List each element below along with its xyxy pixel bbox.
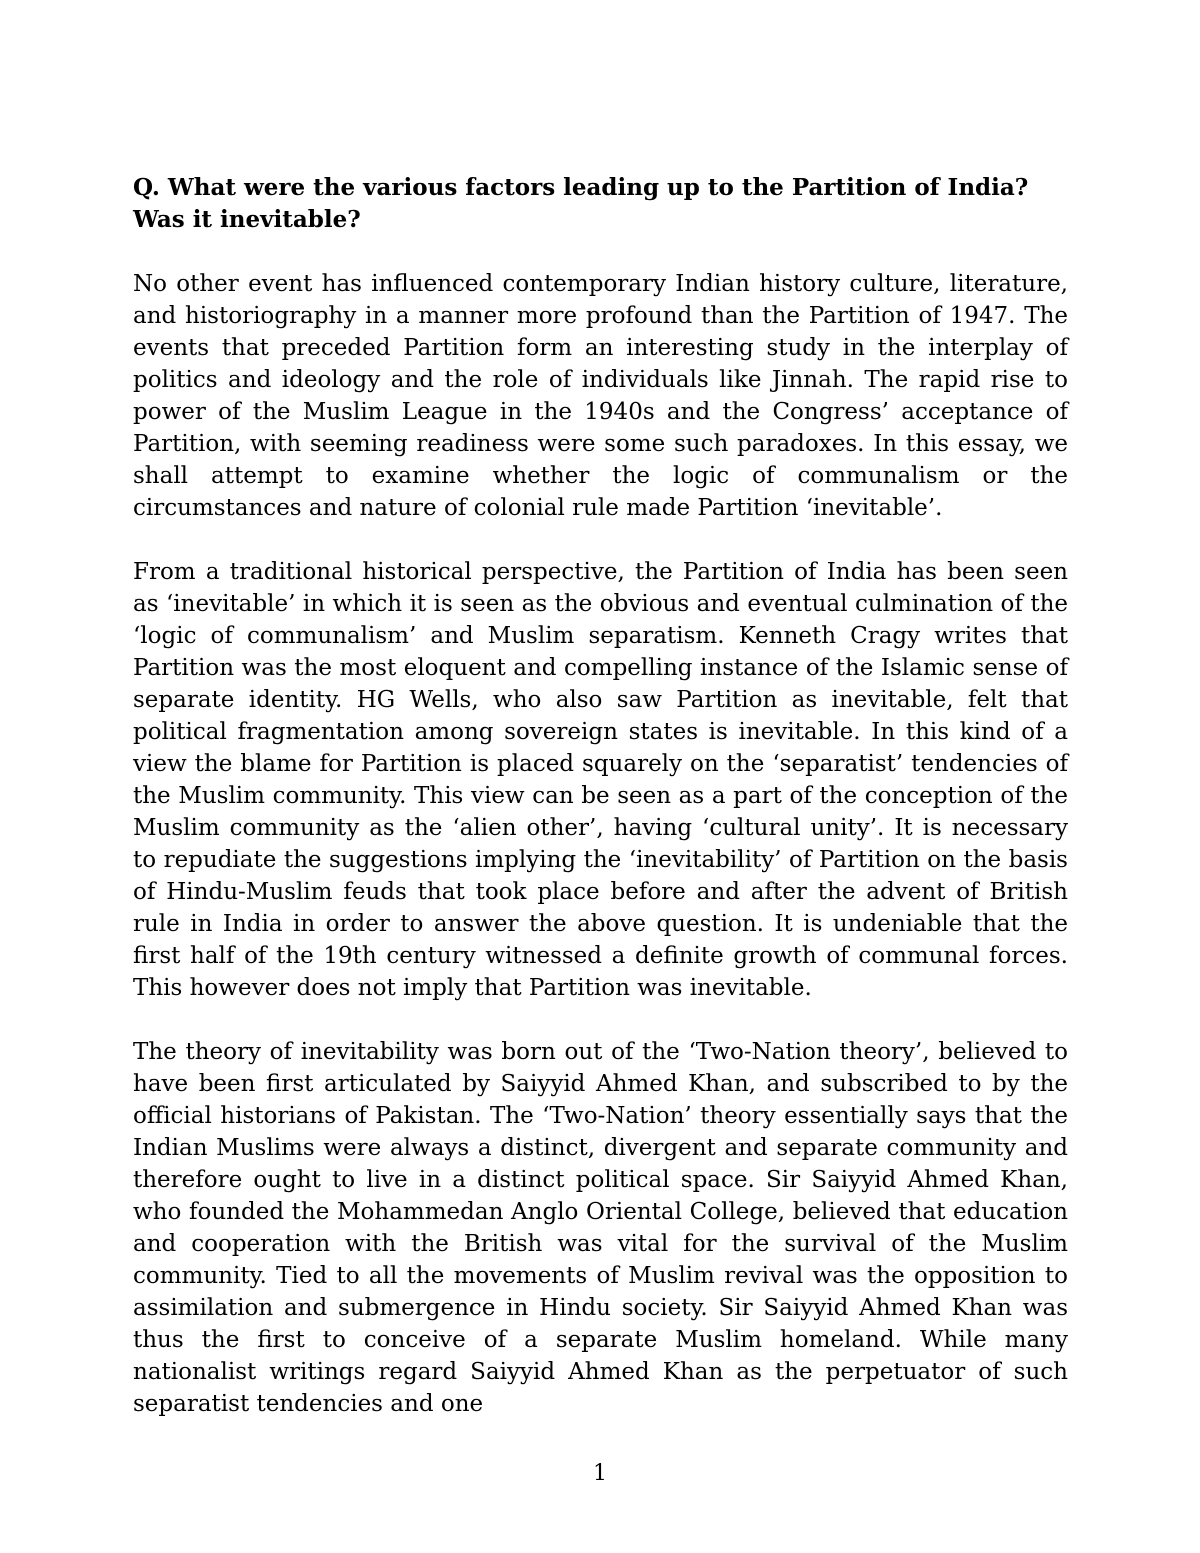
- page-content: [133, 172, 1068, 1452]
- paragraph-two-nation-theory: The theory of inevitability was born out of the ‘Two-Nation theory’, believed to have been first articulated by Saiyyid Ahmed Khan, and subscribed to by the official historians of Pakistan. The ‘Two-Nation’ theory essentially says that the Indian Muslims were always a distinct, divergent and separate community and therefore ought to live in a distinct political space. Sir Saiyyid Ahmed Khan, who founded the Mohammedan Anglo Oriental College, believed that education and cooperation with the British was vital for the survival of the Muslim community. Tied to all the movements of Muslim revival was the opposition to assimilation and submergence in Hindu society. Sir Saiyyid Ahmed Khan was thus the first to conceive of a separate Muslim homeland. While many nationalist writings regard Saiyyid Ahmed Khan as the perpetuator of such separatist tendencies and one: [133, 1039, 1068, 1417]
- essay-question: Q. What were the various factors leading up to the Partition of India? Was it inevitable?: [133, 174, 1029, 233]
- page-number: 1: [593, 1461, 607, 1486]
- paragraph-introduction: No other event has influenced contemporary Indian history culture, literature, and historiography in a manner more profound than the Partition of 1947. The events that preceded Partition form an interesting study in the interplay of politics and ideology and the role of individuals like Jinnah. The rapid rise to power of the Muslim League in the 1940s and the Congress’ acceptance of Partition, with seeming readiness were some such paradoxes. In this essay, we shall attempt to examine whether the logic of communalism or the circumstances and nature of colonial rule made Partition ‘inevitable’.: [133, 271, 1068, 521]
- paragraph-traditional-perspective: From a traditional historical perspective, the Partition of India has been seen as ‘inevitable’ in which it is seen as the obvious and eventual culmination of the ‘logic of communalism’ and Muslim separatism. Kenneth Cragy writes that Partition was the most eloquent and compelling instance of the Islamic sense of separate identity. HG Wells, who also saw Partition as inevitable, felt that political fragmentation among sovereign states is inevitable. In this kind of a view the blame for Partition is placed squarely on the ‘separatist’ tendencies of the Muslim community. This view can be seen as a part of the conception of the Muslim community as the ‘alien other’, having ‘cultural unity’. It is necessary to repudiate the suggestions implying the ‘inevitability’ of Partition on the basis of Hindu-Muslim feuds that took place before and after the advent of British rule in India in order to answer the above question. It is undeniable that the first half of the 19th century witnessed a definite growth of communal forces. This however does not imply that Partition was inevitable.: [133, 559, 1068, 1001]
